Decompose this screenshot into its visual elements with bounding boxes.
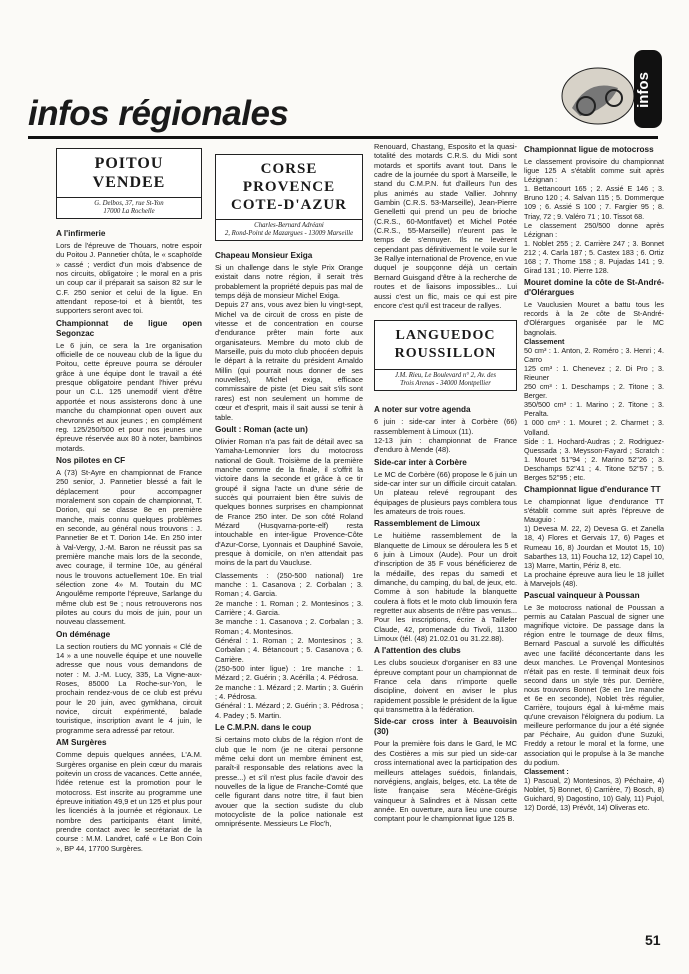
paragraph: Le classement provisoire du championnat ligue 125 A s'établit comme suit après Lézignan : <box>524 157 664 185</box>
paragraph: Le MC de Corbère (66) propose le 6 juin un side-car inter sur un difficile circuit catalan. Un plateau relevé regroupant des équipages de plusieurs pays comblera tous les amateurs de trois roues. <box>374 469 517 516</box>
corse-line1: CORSE <box>260 161 318 177</box>
paragraph: Si certains moto clubs de la région n'ont de club que le nom (je ne citerai personne même celui dont un membre éminent est, paraît-il responsable des relations avec la presse...) et s'il n'est plus facile d'avoir des nouvelles de la ligue de Franche-Comté que celle figurant dans notre titre, il faut bien avouer que la section sudiste du club motocycliste de la police nationale est omniprésente. Messieurs Le Floc'h, <box>215 735 363 829</box>
title-rule <box>28 136 658 139</box>
languedoc-box <box>374 320 517 391</box>
heading: Championnat de ligue open Segonzac <box>56 318 202 338</box>
languedoc-line2: ROUSSILLON <box>394 346 497 362</box>
paragraph: Le 3e motocross national de Poussan a permis au Catalan Pascual de signer une magnifique victoire. De passage dans la région entre le tournage de deux films, Bernard Pascual a survolé les difficultés avec une facilité déconcertante dans les deux manches. Le Provençal Montesinos n'était pas en reste. Il terminait deux fois second dans un style très pur. Derrière, nous trouvons Bonnet (3e en 1re manche et 6e en seconde), Noblet très régulier, Carrière, toujours égal à lui-même mais qu'une crevaison l'éloignera du podium. La meilleure performance du jour a été signée par Péchaire, Au guidon d'une Suzuki, Freddy a retour le moral et la forme, une association qui le propulse à la 3e manche du podium. <box>524 603 664 767</box>
paragraph: Classement <box>524 336 565 346</box>
languedoc-addr1: J.M. Rieu, Le Boulevard n° 2, Av. des <box>394 372 497 380</box>
column-3 <box>374 142 517 827</box>
heading: Chapeau Monsieur Exiga <box>215 251 313 260</box>
heading: Goult : Roman (acte un) <box>215 424 308 434</box>
paragraph: 350/500 cm³ : 1. Marino ; 2. Titone ; 3. Peralta. <box>524 400 664 419</box>
paragraph: 12-13 juin : championnat de France d'enduro à Mende (48). <box>374 435 517 455</box>
heading: Le C.M.P.N. dans le coup <box>215 723 312 733</box>
page-title: infos régionales <box>28 94 289 133</box>
paragraph: 6 juin : side-car inter à Corbère (66) rassemblement à Limoux (11). <box>374 417 517 436</box>
paragraph: Comme depuis quelques années, L'A.M. Surgères organise en plein cœur du marais poitevin un cross de vacances. Cette année, l'idée retenue est la promotion pour le motocross. Est inscrite au programme une épreuve initiation 49,9 et un 125 et plus pour les licenciés à la journée et régionaux. Le nombre des participants étant limité, prendre contact avec le secrétariat de la course : M.M. Landret, café « Le Bon Coin », BP 44, 17700 Surgères. <box>56 750 202 853</box>
languedoc-addr2: Trois Arenas - 34000 Montpellier <box>400 380 491 388</box>
paragraph: 1. Noblet 255 ; 2. Carrière 247 ; 3. Bonnet 212 ; 4. Carla 187 ; 5. Castex 183 ; 6. Ortiz 168 ; 7. Thome 158 ; 8. Pujadas 141 ; 9. Girad 131 ; 10. Pierre 128. <box>524 238 664 276</box>
paragraph: Olivier Roman n'a pas fait de détail avec sa Yamaha-Lemonnier lors du motocross national de Goult. Troisième de la première manche comme de la finale, il s'offrit la victoire dans la seconde et grâce à ce tir groupé il signa l'acte un d'une série de succès qui pourraient bien être suivis de quelques bonnes surprises en championnat de France 250 inter. De son côté Roland Mézard (Husqvarna-porte-elf) resta intouchable en inter-ligue Provence-Côte d'Azur-Corse, Lyonnais et Dauphiné Savoie, presque à domicile, on n'en attendait pas moins de la part du Vaucluse. <box>215 436 363 568</box>
poitou-addr1: G. Delbos, 37, rue St-Yon <box>94 200 164 207</box>
paragraph: Le championnat ligue d'endurance TT s'établit comme suit après l'épreuve de Mauguio : <box>524 497 664 525</box>
poitou-line2: VENDEE <box>92 174 166 191</box>
paragraph: 50 cm³ : 1. Anton, 2. Roméro ; 3. Henri ; 4. Carro <box>524 345 664 364</box>
paragraph: 1 000 cm³ : 1. Mouret ; 2. Charmet ; 3. Volland. <box>524 418 664 437</box>
heading: Side-car inter à Corbère <box>374 457 467 467</box>
heading: Pascual vainqueur à Poussan <box>524 591 640 601</box>
paragraph: Le huitième rassemblement de la Blanquette de Limoux se déroulera les 5 et 6 juin à Limoux (Aude). Pour un droit d'inscription de 35 F vous bénéficierez de la médaille, des repas du samedi et dimanche, du camping, du bal, de jeux, etc. Comme à son habitude la blanquette coulera à flots et le moto club limouxin fera regretter aux absents de n'être pas venus... Pour les inscriptions, écrire à Taillefer Claude, 42, promenade du Tivoli, 11300 Limoux (tél. (48) 21.02.01 ou 31.22.88). <box>374 531 517 644</box>
paragraph: 3e manche : 1. Casanova ; 2. Corbalan ; 3. Roman ; 4. Montesinos. <box>215 617 363 636</box>
paragraph: La prochaine épreuve aura lieu le 18 juillet à Marvejols (48). <box>524 569 664 588</box>
heading: A l'attention des clubs <box>374 646 461 656</box>
paragraph: (250-500 inter ligue) : 1re manche : 1. Mézard ; 2. Guérin ; 3. Acérilla ; 4. Pédrosa. <box>215 664 363 683</box>
paragraph: 250 cm³ : 1. Deschamps ; 2. Titone ; 3. Berger. <box>524 382 664 401</box>
corse-addr2: 2, Rond-Point de Mazargues - 13009 Marseille <box>224 230 354 237</box>
paragraph: Général : 1. Roman ; 2. Montesinos ; 3. Corbalan ; 4. Bétancourt ; 5. Casanova ; 6. Carrière. <box>215 636 363 664</box>
paragraph: 125 cm³ : 1. Chenevez ; 2. Di Pro ; 3. Rieuner <box>524 363 664 382</box>
heading: A l'infirmerie <box>56 229 106 238</box>
paragraph: Side : 1. Hochard-Audras ; 2. Rodriguez-Quessada ; 3. Meysson-Fayard ; Scratch : 1. Mouret 51''94 ; 2. Marino 52''26 ; 3. Deschamps 52''41 ; 4. Titone 52''57 ; 5. Berges 52''95 ; etc. <box>524 436 664 482</box>
paragraph: 1. Bettancourt 165 ; 2. Assié E 146 ; 3. Bruno 120 ; 4. Salvan 115 ; 5. Dommerque 109 ; 6. Assié S 100 ; 7. Fargier 95 ; 8. Triay, 72 ; 9. Valéro 71 ; 10. Tissot 68. <box>524 184 664 221</box>
heading: On déménage <box>56 629 111 639</box>
heading: Nos pilotes en CF <box>56 455 126 465</box>
paragraph: La section routiers du MC yonnais « Clé de 14 » a une nouvelle équipe et une nouvelle adresse que nous vous demandons de noter : M. J.-M. Lucy, 335, La Vigne-aux-Roses, 85000 La Roche-sur-Yon, le prochain rendez-vous de ce club est prévu pour le 20 juin, avec gymkhana, circuit novice, circuit expérimenté, balade touristique, inscription avant le 4 juin, le programme sera adressé par retour. <box>56 641 202 735</box>
heading: Championnat ligue de motocross <box>524 145 654 154</box>
paragraph: Classements : (250-500 national) 1re manche : 1. Casanova ; 2. Corbalan ; 3. Roman ; 4. Garcia. <box>215 570 363 599</box>
paragraph: A (73) St-Ayre en championnat de France 250 senior, J. Pannetier blessé a fait le déplacement pour accompagner moralement son copain de championnat, T. Dorion, qui se classe 8e en première manche, mais connu quelques problèmes en seconde, au général nous trouvons : J. Pannetier 8e et T. Dorion 14e. En 250 inter à Val-Vergy, J.-M. Baron ne réussit pas sa première manche mais lors de la seconde, avec courage, il termine 10e, au général nous le trouvons actuellement 10e. En trial sélection zone 4» M. Toutain du MC Angoulême remporte l'épreuve, Sarlange du même club est 9e ; nous retrouverons nos pilotes au cours du mois de juin, pour un nouveau classement. <box>56 467 202 627</box>
paragraph: Classement : <box>524 766 569 776</box>
paragraph: 2e manche : 1. Mézard ; 2. Martin ; 3. Guérin ; 4. Pédrosa. <box>215 682 363 702</box>
heading: Mouret domine la côte de St-André-d'Olérargues <box>524 278 664 298</box>
heading: Championnat ligue d'endurance TT <box>524 485 661 495</box>
heading: AM Surgères <box>56 738 107 748</box>
corse-addr1: Charles-Bernard Adréani <box>254 222 324 229</box>
paragraph: Le 6 juin, ce sera la 1re organisation officielle de ce nouveau club de la ligue du Poitou, cette épreuve pourra se dérouler grâce à une équipe dont le travail a été presque obligatoire pendant l'hiver prévu pour un C.L. 125 unemodif vient d'être apportée et nous assisterons donc à une manche du championnat open ouvert aux chevronnés et aux jeunes ; en complément reg. 125/250/500 et pour nos jeunes une épreuve réservée aux 80 à noter, bambinos motards. <box>56 340 202 453</box>
corse-line3: COTE-D'AZUR <box>230 197 347 213</box>
paragraph: Général : 1. Mézard ; 2. Guérin ; 3. Pédrosa ; 4. Padey ; 5. Martin. <box>215 701 363 720</box>
column-1 <box>56 142 202 856</box>
paragraph: Lors de l'épreuve de Thouars, notre espoir du Poitou J. Pannetier chûta, le « scaphoïde » cassé ; verdict d'un mois d'absence de nos circuits, obligatoire ; le moral en a pris un coup car il préparait sa saison 82 sur le C.F. 250 senior et celui de la ligue. En attendant repose-toi et à bientôt, tes supporters seront avec toi. <box>56 241 202 316</box>
column-4 <box>524 142 664 815</box>
paragraph: 2e manche : 1. Roman ; 2. Montesinos ; 3. Carrière ; 4. Garcia. <box>215 598 363 618</box>
corse-line2: PROVENCE <box>242 179 336 195</box>
page-number: 51 <box>645 932 661 948</box>
paragraph: 1) Pascual, 2) Montesinos, 3) Péchaire, 4) Noblet, 5) Bonnet, 6) Carrière, 7) Bosch, 8) Guichard, 9) Dagostino, 10) Galy, 11) Pujol, 12) Dordé, 13) Prévôt, 14) Oliveras etc. <box>524 775 664 813</box>
corse-box <box>215 154 363 241</box>
heading: Rassemblement de Limoux <box>374 519 481 529</box>
paragraph: Pour la première fois dans le Gard, le MC des Costières a mis sur pied un side-car cross international avec la participation des meilleurs attelages suédois, finlandais, norvégiens, anglais, belges, etc. La tête de liste française sera Mécène-Grégis vainqueur à Salindres et à Nissan cette année. En ouverture, aura lieu une course comptant pour le championnat ligue 125 B. <box>374 739 517 824</box>
paragraph: Renouard, Chastang, Esposito et la quasi-totalité des motards C.R.S. du Midi sont motards et sportifs avant tout. Dans le cadre de la journée du sport à Marseille, le stand du C.M.P.N. fut d'ailleurs l'un des plus animés au stade Vallier. Johnny Gambin (C.R.S. 53-Marseille), Jean-Pierre Genelletti qui prend un peu de brioche (C.R.S., 60-Montfavet) et Michel Potée (C.R.S., 55-Marseille) n'eurent pas le temps de s'ennuyer. Ils ne levèrent cependant pas définitivement le voile sur le 3e Rallye international de Provence, en vue duquel je soupçonne déjà un certain Bernard Guisgand d'être à la recherche de routes et de liaisons impossibles... Lui aussi c'est un flic, mais ce qui est pire encore c'est qu'il est traceur de rallyes. <box>374 142 517 310</box>
poitou-addr2: 17000 La Rochelle <box>103 208 155 215</box>
paragraph: Les clubs soucieux d'organiser en 83 une épreuve comptant pour un championnat de France cela dans n'importe quelle discipline, doivent en aviser le plus rapidement possible le président de la ligue qui transmettra à la fédération. <box>374 658 517 715</box>
infos-logo <box>558 48 666 130</box>
paragraph: Depuis 27 ans, vous avez bien lu vingt-sept, Michel va de circuit de cross en piste de vitesse et de concentration en course d'endurance prêter main forte aux organisateurs. Membre du moto club de Marseille, puis du moto club phocéen depuis le départ à la retraite du président Arnaldo Millin (qui pourrait nous donner de ses nouvelles), Michel exiga, efficace commissaire de piste (et Dieu sait s'ils sont rares) est non seulement un homme de cœur et d'esprit, mais il sait aussi se tenir à table. <box>215 300 363 422</box>
logo-text: infos <box>635 72 652 108</box>
paragraph: Le Vauclusien Mouret a battu tous les records à la 2e côte de St-André-d'Olérargues organisée par le MC bagnolais. <box>524 300 664 337</box>
poitou-box <box>56 148 202 219</box>
column-2 <box>215 142 363 832</box>
paragraph: Le classement 250/500 donne après Lézignan : <box>524 220 664 239</box>
paragraph: Si un challenge dans le style Prix Orange existait dans notre région, il serait très probablement la propriété depuis pas mal de temps déjà de monsieur Michel Exiga. <box>215 263 363 301</box>
heading: Side-car cross inter à Beauvoisin (30) <box>374 717 517 737</box>
heading: A noter sur votre agenda <box>374 405 471 415</box>
languedoc-line1: LANGUEDOC <box>395 328 496 344</box>
paragraph: 1) Devesa M. 22, 2) Devesa G. et Zanella 18, 4) Flores et Gervais 17, 6) Pages et Rumeau 16, 8) Jourdan et Moutot 15, 10) Sabarthes 13, 11) Foucha 12, 12) Capel 10, 13) Marre, Martin, Périz 8, etc. <box>524 524 664 570</box>
poitou-line1: POITOU <box>94 155 164 172</box>
